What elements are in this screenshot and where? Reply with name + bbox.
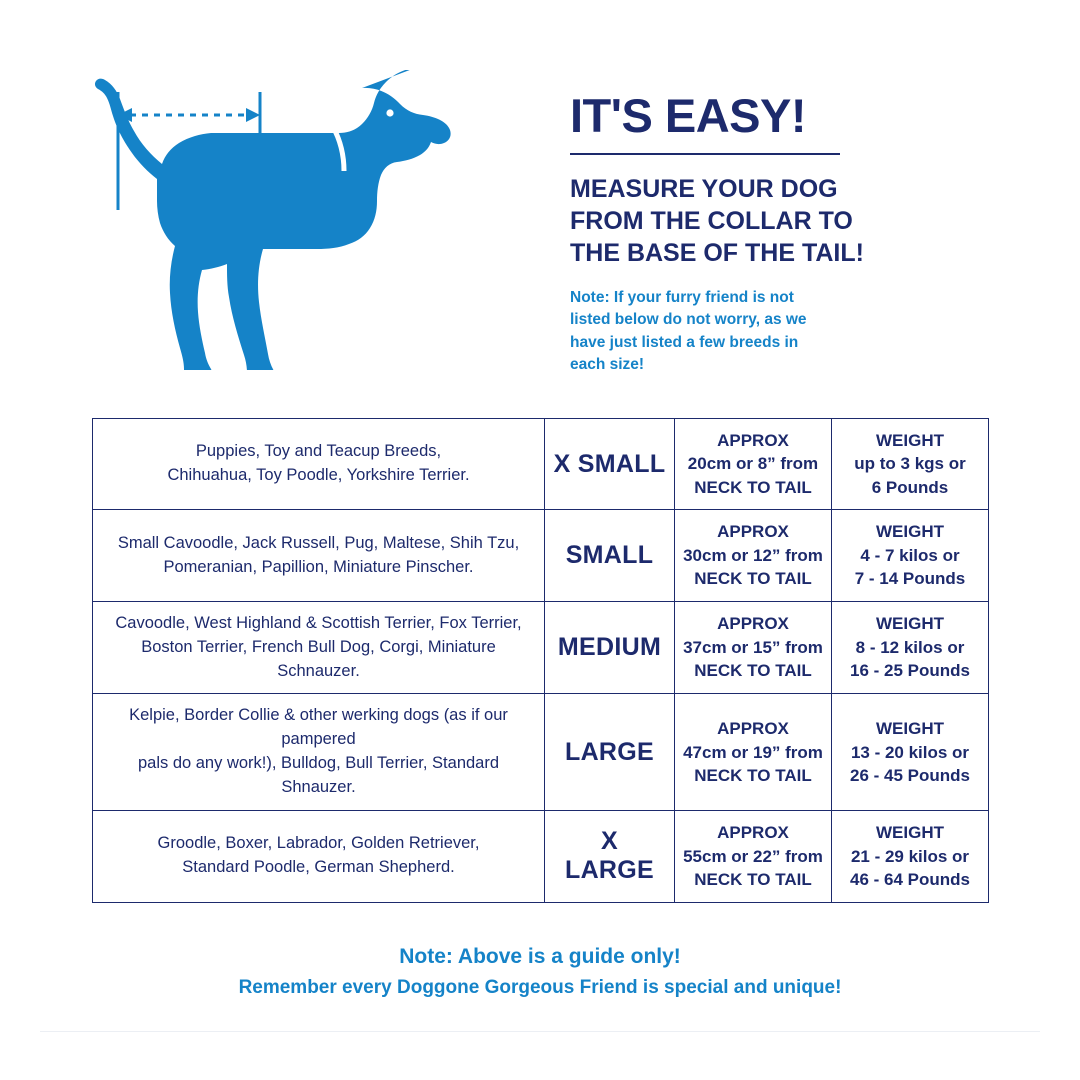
- measurement-cell: [675, 811, 832, 902]
- size-chart-table: [92, 418, 989, 903]
- approx-from: NECK TO TAIL: [694, 569, 812, 589]
- weight-label: WEIGHT: [876, 614, 944, 634]
- breeds-cell: [93, 419, 545, 510]
- approx-from: NECK TO TAIL: [694, 477, 812, 497]
- breeds-cell: [93, 811, 545, 902]
- approx-label: APPROX: [717, 823, 789, 843]
- table-row: [93, 601, 989, 694]
- breeds-line-2: Pomeranian, Papillion, Miniature Pinscher.: [163, 557, 474, 576]
- approx-value: 55cm or 22” from: [683, 846, 823, 866]
- approx-from: NECK TO TAIL: [694, 766, 812, 786]
- breeds-line-2: Boston Terrier, French Bull Dog, Corgi, Miniature Schnauzer.: [141, 637, 496, 680]
- subtitle: MEASURE YOUR DOG FROM THE COLLAR TO THE BASE OF THE TAIL!: [570, 175, 864, 267]
- breeds-cell: [93, 601, 545, 694]
- measurement-cell: [675, 694, 832, 811]
- size-cell: X LARGE: [545, 811, 675, 902]
- approx-value: 30cm or 12” from: [683, 545, 823, 565]
- table-row: [93, 510, 989, 601]
- weight-cell: [832, 419, 989, 510]
- weight-label: WEIGHT: [876, 522, 944, 542]
- breeds-line-1: Groodle, Boxer, Labrador, Golden Retriever,: [157, 834, 480, 853]
- weight-lb: 46 - 64 Pounds: [850, 870, 970, 890]
- weight-kg: 21 - 29 kilos or: [850, 846, 970, 866]
- table-row: [93, 694, 989, 811]
- approx-from: NECK TO TAIL: [694, 870, 812, 890]
- title-divider: [570, 153, 840, 155]
- weight-cell: [832, 694, 989, 811]
- breeds-cell: [93, 694, 545, 811]
- footer-line-1: Note: Above is a guide only!: [399, 944, 681, 968]
- breeds-line-2: Standard Poodle, German Shepherd.: [182, 858, 455, 877]
- weight-lb: 7 - 14 Pounds: [854, 569, 966, 589]
- weight-cell: [832, 510, 989, 601]
- breeds-line-1: Cavoodle, West Highland & Scottish Terrier, Fox Terrier,: [115, 613, 522, 632]
- weight-label: WEIGHT: [876, 823, 944, 843]
- size-cell: X SMALL: [545, 419, 675, 510]
- approx-label: APPROX: [717, 522, 789, 542]
- header-section: [0, 0, 1080, 400]
- footer-note: [0, 945, 1080, 999]
- footer-line-2: Remember every Doggone Gorgeous Friend is special and unique!: [238, 976, 842, 998]
- measurement-cell: [675, 601, 832, 694]
- bottom-divider: [40, 1031, 1040, 1032]
- approx-value: 47cm or 19” from: [683, 742, 823, 762]
- weight-label: WEIGHT: [876, 431, 944, 450]
- approx-label: APPROX: [717, 614, 789, 634]
- approx-value: 37cm or 15” from: [683, 637, 823, 657]
- approx-label: APPROX: [717, 431, 789, 450]
- weight-kg: up to 3 kgs or: [854, 454, 966, 474]
- table-row: [93, 419, 989, 510]
- size-cell: MEDIUM: [545, 601, 675, 694]
- weight-lb: 6 Pounds: [871, 477, 949, 497]
- breeds-line-1: Puppies, Toy and Teacup Breeds,: [195, 442, 442, 461]
- size-cell: LARGE: [545, 694, 675, 811]
- table-row: [93, 811, 989, 902]
- breeds-line-2: pals do any work!), Bulldog, Bull Terrier, Standard Shnauzer.: [137, 754, 500, 797]
- weight-lb: 26 - 45 Pounds: [850, 766, 970, 786]
- weight-cell: [832, 601, 989, 694]
- weight-kg: 13 - 20 kilos or: [850, 742, 970, 762]
- measurement-cell: [675, 510, 832, 601]
- size-cell: SMALL: [545, 510, 675, 601]
- breeds-line-1: Kelpie, Border Collie & other werking dogs (as if our pampered: [129, 706, 508, 749]
- weight-kg: 8 - 12 kilos or: [855, 637, 965, 657]
- page-title: IT'S EASY!: [570, 89, 806, 142]
- breeds-line-2: Chihuahua, Toy Poodle, Yorkshire Terrier.: [167, 466, 470, 485]
- measurement-cell: [675, 419, 832, 510]
- headline-block: [540, 70, 1020, 392]
- weight-label: WEIGHT: [876, 719, 944, 739]
- weight-cell: [832, 811, 989, 902]
- approx-label: APPROX: [717, 719, 789, 739]
- breeds-cell: [93, 510, 545, 601]
- dog-illustration: [60, 70, 540, 370]
- breeds-line-1: Small Cavoodle, Jack Russell, Pug, Maltese, Shih Tzu,: [117, 533, 520, 552]
- header-note: Note: If your furry friend is not listed below do not worry, as we have just listed a few breeds in each size!: [570, 289, 807, 374]
- approx-from: NECK TO TAIL: [694, 661, 812, 681]
- weight-kg: 4 - 7 kilos or: [860, 545, 960, 565]
- weight-lb: 16 - 25 Pounds: [850, 661, 970, 681]
- approx-value: 20cm or 8” from: [687, 454, 819, 474]
- dog-side-profile-icon: [60, 70, 540, 370]
